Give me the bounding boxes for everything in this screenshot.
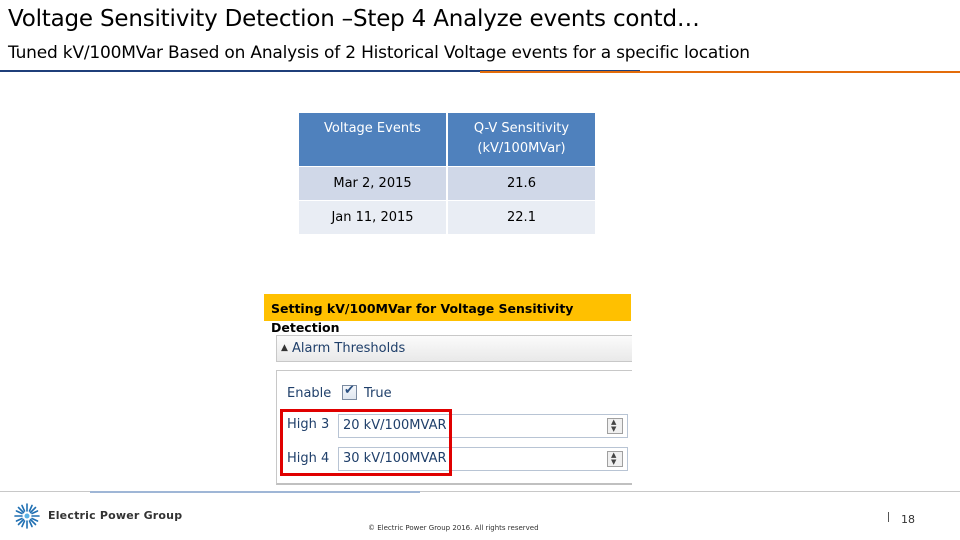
starburst-logo-icon [14, 503, 40, 529]
spinner-up-icon[interactable]: ▲ [611, 451, 617, 459]
voltage-events-table [297, 113, 597, 234]
checkmark-icon: ✔ [344, 383, 355, 398]
column-header-qv-sensitivity: Q-V Sensitivity (kV/100MVar) [448, 113, 595, 166]
high3-label: High 3 [287, 417, 330, 432]
enable-label: Enable [287, 386, 332, 401]
sensitivity-cell: 21.6 [448, 166, 595, 200]
title-accent-divider [480, 71, 960, 73]
event-date-cell: Jan 11, 2015 [299, 200, 446, 234]
spinner-up-icon[interactable]: ▲ [611, 418, 617, 426]
table-row [299, 200, 595, 234]
high3-spinner[interactable] [607, 418, 623, 434]
event-date-cell: Mar 2, 2015 [299, 166, 446, 200]
sensitivity-cell: 22.1 [448, 200, 595, 234]
page-number: 18 [901, 513, 915, 526]
footer-accent-divider [90, 491, 420, 493]
high3-value: 20 kV/100MVAR [343, 418, 447, 433]
table-header-row [299, 113, 595, 166]
high4-value: 30 kV/100MVAR [343, 451, 447, 466]
enable-value: True [364, 386, 392, 401]
copyright-text: © Electric Power Group 2016. All rights reserved [368, 524, 539, 532]
high4-label: High 4 [287, 451, 330, 466]
high4-spinner[interactable] [607, 451, 623, 467]
collapse-triangle-icon[interactable]: ▲ [281, 343, 288, 353]
company-logo-text: Electric Power Group [48, 509, 183, 522]
table-row [299, 166, 595, 200]
page-number-separator [888, 512, 889, 522]
alarm-thresholds-label: Alarm Thresholds [292, 341, 406, 356]
highlight-box [280, 409, 452, 476]
slide-subtitle: Tuned kV/100MVar Based on Analysis of 2 Historical Voltage events for a specific location [8, 43, 750, 63]
spinner-down-icon[interactable]: ▼ [611, 425, 617, 433]
callout-text: Setting kV/100MVar for Voltage Sensitivity Detection [271, 301, 574, 335]
slide-title: Voltage Sensitivity Detection –Step 4 Analyze events contd… [8, 6, 700, 32]
enable-checkbox[interactable] [342, 385, 357, 400]
column-header-voltage-events: Voltage Events [299, 113, 446, 166]
alarm-thresholds-header[interactable] [276, 335, 632, 362]
spinner-down-icon[interactable]: ▼ [611, 458, 617, 466]
